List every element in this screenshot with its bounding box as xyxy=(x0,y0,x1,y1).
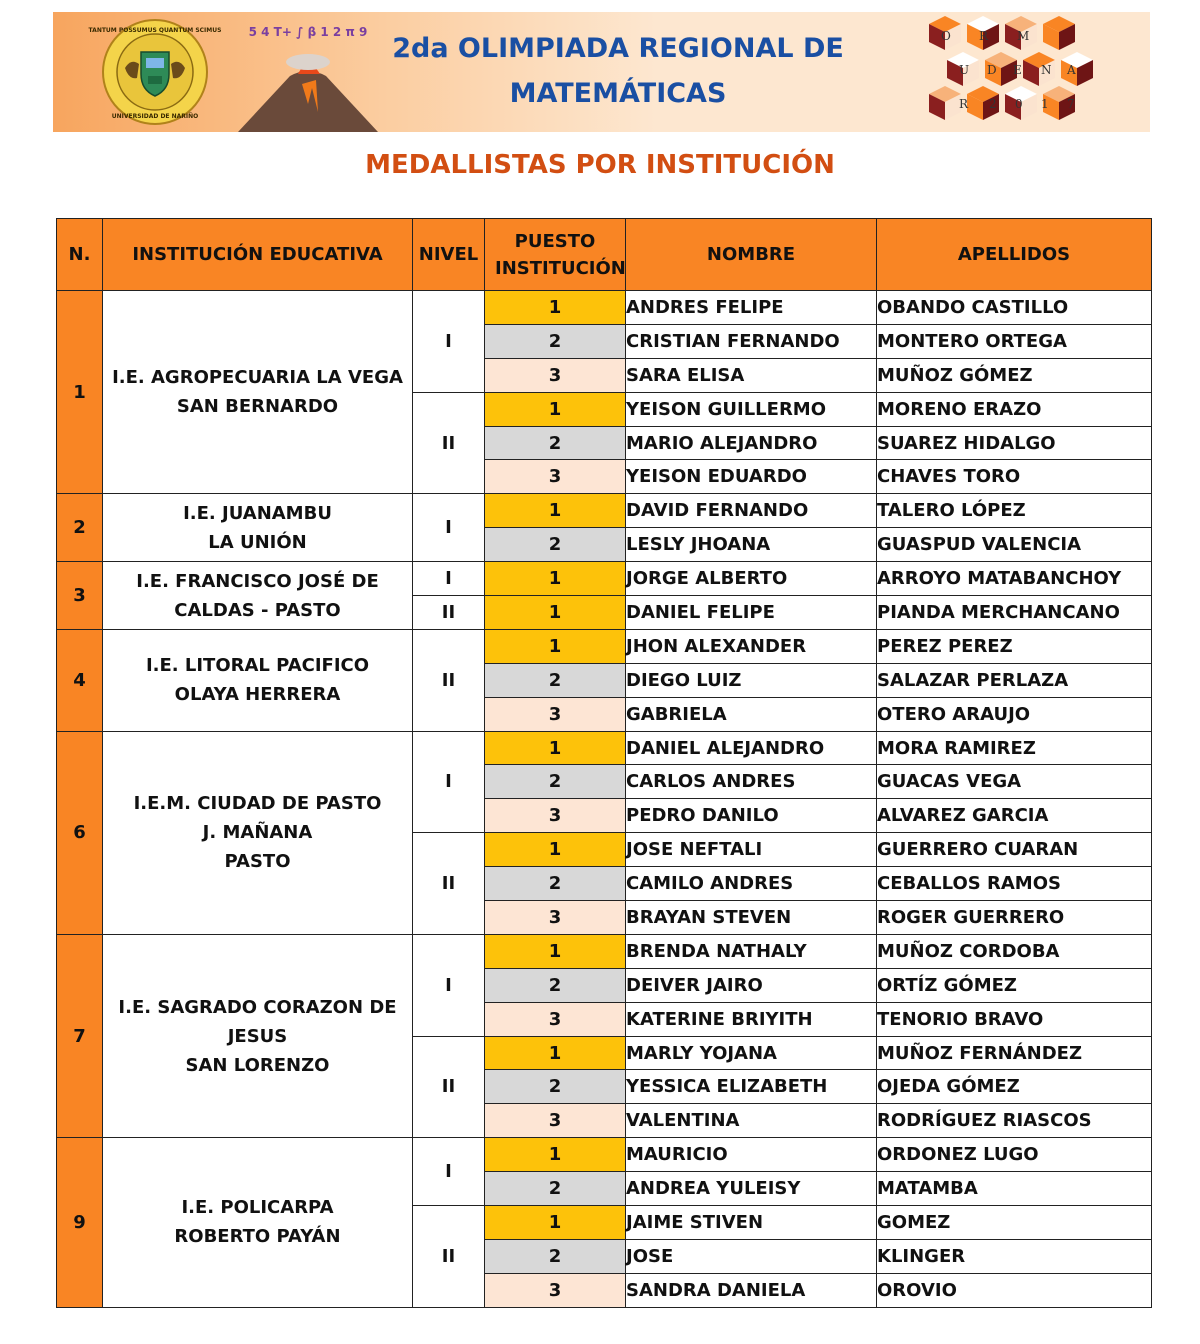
level-cell: I xyxy=(413,494,485,562)
institution-name: I.E. AGROPECUARIA LA VEGA SAN BERNARDO xyxy=(103,291,413,494)
col-header-surnames: APELLIDOS xyxy=(877,219,1152,291)
logo-letter: 2 xyxy=(989,97,997,111)
student-surnames: SALAZAR PERLAZA xyxy=(877,663,1152,697)
student-surnames: RODRÍGUEZ RIASCOS xyxy=(877,1104,1152,1138)
logo-letter: O xyxy=(941,29,951,43)
institution-name: I.E. POLICARPA ROBERTO PAYÁN xyxy=(103,1138,413,1307)
level-cell: I xyxy=(413,562,485,596)
level-cell: II xyxy=(413,629,485,731)
student-first-name: JAIME STIVEN xyxy=(626,1206,877,1240)
level-cell: II xyxy=(413,1036,485,1138)
level-cell: I xyxy=(413,934,485,1036)
table-row xyxy=(57,629,1152,663)
institution-name: I.E. JUANAMBU LA UNIÓN xyxy=(103,494,413,562)
logo-letter: D xyxy=(987,63,997,77)
university-seal-logo xyxy=(88,18,222,126)
medalists-table xyxy=(56,218,1152,1308)
title-line-1: 2da OLIMPIADA REGIONAL DE xyxy=(392,33,844,64)
col-header-number: N. xyxy=(57,219,103,291)
col-header-position-text: PUESTO INSTITUCIÓN xyxy=(495,230,626,279)
institution-number: 6 xyxy=(57,731,103,934)
student-first-name: JHON ALEXANDER xyxy=(626,629,877,663)
level-cell: I xyxy=(413,1138,485,1206)
position-cell: 3 xyxy=(485,460,626,494)
student-surnames: CEBALLOS RAMOS xyxy=(877,867,1152,901)
student-surnames: OJEDA GÓMEZ xyxy=(877,1070,1152,1104)
position-cell: 1 xyxy=(485,392,626,426)
student-first-name: MARLY YOJANA xyxy=(626,1036,877,1070)
position-cell: 3 xyxy=(485,901,626,935)
position-cell: 1 xyxy=(485,1036,626,1070)
position-cell: 1 xyxy=(485,731,626,765)
level-cell: II xyxy=(413,392,485,494)
student-first-name: SANDRA DANIELA xyxy=(626,1273,877,1307)
student-surnames: CHAVES TORO xyxy=(877,460,1152,494)
position-cell: 2 xyxy=(485,1239,626,1273)
student-surnames: GUASPUD VALENCIA xyxy=(877,528,1152,562)
table-row xyxy=(57,291,1152,325)
table-body xyxy=(57,291,1152,1308)
institution-number: 1 xyxy=(57,291,103,494)
position-cell: 2 xyxy=(485,1070,626,1104)
institution-name: I.E. SAGRADO CORAZON DE JESUS SAN LORENZO xyxy=(103,934,413,1137)
institution-number: 2 xyxy=(57,494,103,562)
position-cell: 2 xyxy=(485,968,626,1002)
logo-letter: A xyxy=(1067,63,1076,77)
table-row xyxy=(57,934,1152,968)
level-cell: I xyxy=(413,731,485,833)
position-cell: 2 xyxy=(485,867,626,901)
institution-number: 9 xyxy=(57,1138,103,1307)
position-cell: 2 xyxy=(485,426,626,460)
table-row xyxy=(57,731,1152,765)
student-surnames: MUÑOZ FERNÁNDEZ xyxy=(877,1036,1152,1070)
student-surnames: KLINGER xyxy=(877,1239,1152,1273)
student-first-name: BRENDA NATHALY xyxy=(626,934,877,968)
student-first-name: MAURICIO xyxy=(626,1138,877,1172)
logo-letter: 7 xyxy=(1067,97,1075,111)
student-first-name: ANDRES FELIPE xyxy=(626,291,877,325)
level-cell: II xyxy=(413,596,485,630)
student-first-name: DANIEL ALEJANDRO xyxy=(626,731,877,765)
institution-name: I.E.M. CIUDAD DE PASTO J. MAÑANA PASTO xyxy=(103,731,413,934)
logo-letter: E xyxy=(1013,63,1022,77)
student-first-name: JOSE NEFTALI xyxy=(626,833,877,867)
student-first-name: VALENTINA xyxy=(626,1104,877,1138)
logo-letter: M xyxy=(1017,29,1030,43)
institution-name: I.E. FRANCISCO JOSÉ DE CALDAS - PASTO xyxy=(103,562,413,630)
level-cell: II xyxy=(413,833,485,935)
student-surnames: TALERO LÓPEZ xyxy=(877,494,1152,528)
olympiad-title xyxy=(383,26,853,116)
logo-cube xyxy=(1043,16,1075,50)
title-line-2: MATEMÁTICAS xyxy=(509,78,727,109)
position-cell: 2 xyxy=(485,663,626,697)
student-first-name: KATERINE BRIYITH xyxy=(626,1002,877,1036)
student-first-name: YEISON GUILLERMO xyxy=(626,392,877,426)
position-cell: 1 xyxy=(485,833,626,867)
logo-letter: 0 xyxy=(1015,97,1023,111)
col-header-name: NOMBRE xyxy=(626,219,877,291)
position-cell: 2 xyxy=(485,765,626,799)
logo-letter: N xyxy=(1041,63,1052,77)
student-surnames: ORTÍZ GÓMEZ xyxy=(877,968,1152,1002)
position-cell: 1 xyxy=(485,934,626,968)
student-surnames: SUAREZ HIDALGO xyxy=(877,426,1152,460)
logo-letter: U xyxy=(959,63,970,77)
page-subtitle: MEDALLISTAS POR INSTITUCIÓN xyxy=(365,150,835,180)
seal-motto: TANTUM POSSUMUS QUANTUM SCIMUS xyxy=(88,27,222,34)
institution-number: 7 xyxy=(57,934,103,1137)
student-first-name: DEIVER JAIRO xyxy=(626,968,877,1002)
seal-university-name: UNIVERSIDAD DE NARIÑO xyxy=(111,113,199,120)
position-cell: 2 xyxy=(485,1172,626,1206)
student-first-name: DAVID FERNANDO xyxy=(626,494,877,528)
position-cell: 3 xyxy=(485,1273,626,1307)
student-surnames: OTERO ARAUJO xyxy=(877,697,1152,731)
institution-name: I.E. LITORAL PACIFICO OLAYA HERRERA xyxy=(103,629,413,731)
institution-number: 4 xyxy=(57,629,103,731)
position-cell: 1 xyxy=(485,1206,626,1240)
student-first-name: CAMILO ANDRES xyxy=(626,867,877,901)
col-header-level: NIVEL xyxy=(413,219,485,291)
student-first-name: MARIO ALEJANDRO xyxy=(626,426,877,460)
student-surnames: MORENO ERAZO xyxy=(877,392,1152,426)
institution-number: 3 xyxy=(57,562,103,630)
student-surnames: OROVIO xyxy=(877,1273,1152,1307)
student-surnames: PEREZ PEREZ xyxy=(877,629,1152,663)
student-first-name: YEISON EDUARDO xyxy=(626,460,877,494)
student-first-name: GABRIELA xyxy=(626,697,877,731)
student-surnames: PIANDA MERCHANCANO xyxy=(877,596,1152,630)
student-first-name: DANIEL FELIPE xyxy=(626,596,877,630)
position-cell: 1 xyxy=(485,291,626,325)
volcano-math-symbols: 5 4 T+ ∫ β 1 2 π 9 xyxy=(248,25,368,39)
position-cell: 1 xyxy=(485,562,626,596)
position-cell: 1 xyxy=(485,596,626,630)
col-header-institution: INSTITUCIÓN EDUCATIVA xyxy=(103,219,413,291)
student-first-name: CRISTIAN FERNANDO xyxy=(626,324,877,358)
student-first-name: YESSICA ELIZABETH xyxy=(626,1070,877,1104)
position-cell: 3 xyxy=(485,358,626,392)
col-header-position xyxy=(485,219,626,291)
student-first-name: ANDREA YULEISY xyxy=(626,1172,877,1206)
logo-cube xyxy=(1061,52,1093,86)
table-row xyxy=(57,562,1152,596)
position-cell: 3 xyxy=(485,697,626,731)
student-first-name: DIEGO LUIZ xyxy=(626,663,877,697)
student-first-name: JORGE ALBERTO xyxy=(626,562,877,596)
student-surnames: MUÑOZ CORDOBA xyxy=(877,934,1152,968)
student-surnames: GUERRERO CUARAN xyxy=(877,833,1152,867)
position-cell: 3 xyxy=(485,1002,626,1036)
student-surnames: OBANDO CASTILLO xyxy=(877,291,1152,325)
logo-letter: R xyxy=(979,29,989,43)
student-first-name: BRAYAN STEVEN xyxy=(626,901,877,935)
student-surnames: ROGER GUERRERO xyxy=(877,901,1152,935)
position-cell: 2 xyxy=(485,324,626,358)
student-surnames: MONTERO ORTEGA xyxy=(877,324,1152,358)
student-surnames: GOMEZ xyxy=(877,1206,1152,1240)
student-surnames: MATAMBA xyxy=(877,1172,1152,1206)
student-first-name: JOSE xyxy=(626,1239,877,1273)
position-cell: 3 xyxy=(485,799,626,833)
student-surnames: GUACAS VEGA xyxy=(877,765,1152,799)
student-first-name: LESLY JHOANA xyxy=(626,528,877,562)
level-cell: II xyxy=(413,1206,485,1308)
logo-cube xyxy=(929,86,961,120)
table-row xyxy=(57,494,1152,528)
student-surnames: TENORIO BRAVO xyxy=(877,1002,1152,1036)
position-cell: 2 xyxy=(485,528,626,562)
logo-letter: R xyxy=(959,97,969,111)
student-first-name: SARA ELISA xyxy=(626,358,877,392)
logo-letter: 1 xyxy=(1041,97,1049,111)
student-first-name: CARLOS ANDRES xyxy=(626,765,877,799)
position-cell: 1 xyxy=(485,629,626,663)
table-header-row xyxy=(57,219,1152,291)
header-banner xyxy=(53,12,1150,132)
orm-udenar-cube-logo xyxy=(923,12,1093,132)
position-cell: 3 xyxy=(485,1104,626,1138)
student-first-name: PEDRO DANILO xyxy=(626,799,877,833)
student-surnames: ARROYO MATABANCHOY xyxy=(877,562,1152,596)
table-row xyxy=(57,1138,1152,1172)
student-surnames: ORDONEZ LUGO xyxy=(877,1138,1152,1172)
student-surnames: MORA RAMIREZ xyxy=(877,731,1152,765)
student-surnames: MUÑOZ GÓMEZ xyxy=(877,358,1152,392)
position-cell: 1 xyxy=(485,494,626,528)
volcano-icon xyxy=(238,14,378,132)
level-cell: I xyxy=(413,291,485,393)
position-cell: 1 xyxy=(485,1138,626,1172)
student-surnames: ALVAREZ GARCIA xyxy=(877,799,1152,833)
